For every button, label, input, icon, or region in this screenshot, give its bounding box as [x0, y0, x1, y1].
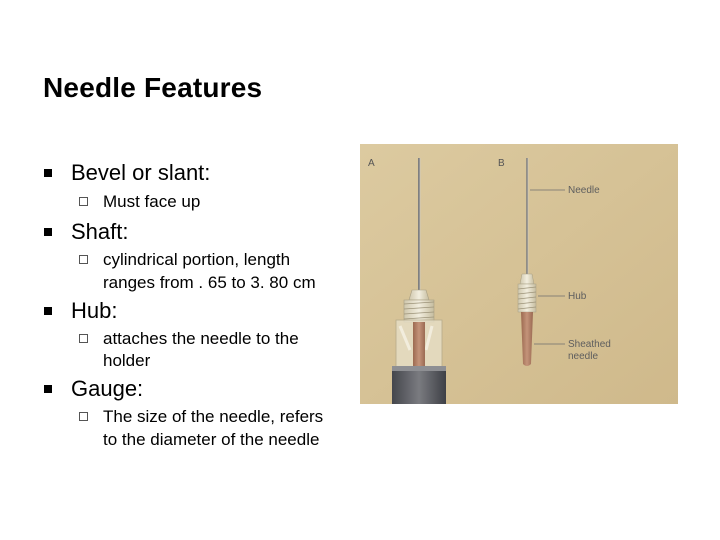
bullet-label: Gauge: [71, 376, 144, 401]
square-bullet-icon [44, 169, 52, 177]
panel-b-label: B [498, 158, 505, 169]
label-sheathed: Sheathed [568, 339, 611, 350]
label-sheathed-needle: needle [568, 351, 599, 362]
square-bullet-icon [44, 307, 52, 315]
square-bullet-icon [44, 385, 52, 393]
sub-bullet-text: attaches the needle to the [103, 329, 299, 348]
slide-title: Needle Features [43, 72, 263, 103]
sub-bullet-text: holder [103, 351, 151, 370]
panel-a-label: A [368, 158, 375, 169]
bullet-label: Shaft: [71, 219, 129, 244]
bullet-label: Bevel or slant: [71, 160, 211, 185]
label-hub: Hub [568, 291, 587, 302]
checkbox-bullet-icon [79, 255, 88, 264]
label-needle: Needle [568, 185, 600, 196]
sub-bullet-text: The size of the needle, refers [103, 407, 324, 426]
checkbox-bullet-icon [79, 334, 88, 343]
sub-bullet-text: to the diameter of the needle [103, 430, 320, 449]
sub-bullet-text: cylindrical portion, length [103, 250, 291, 269]
checkbox-bullet-icon [79, 412, 88, 421]
checkbox-bullet-icon [79, 197, 88, 206]
needle-figure [360, 144, 678, 404]
sub-bullet-text: ranges from . 65 to 3. 80 cm [103, 273, 316, 292]
sub-bullet-text: Must face up [103, 192, 201, 211]
square-bullet-icon [44, 228, 52, 236]
bullet-label: Hub: [71, 298, 118, 323]
